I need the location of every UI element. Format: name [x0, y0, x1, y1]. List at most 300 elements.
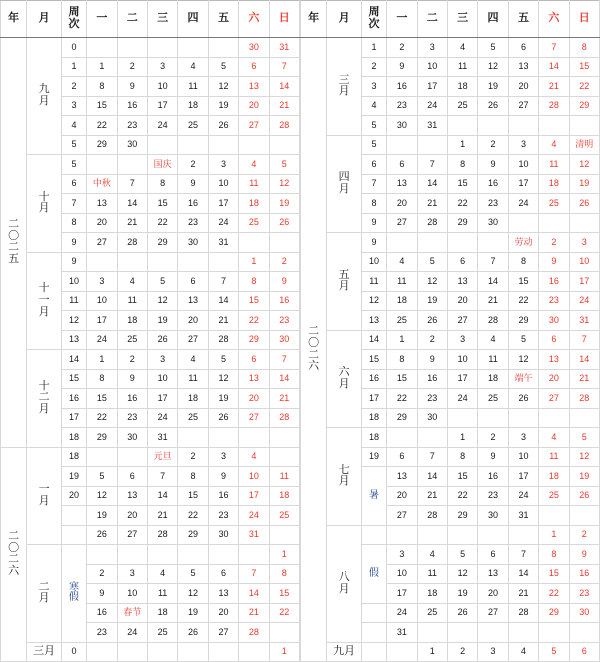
- day-cell: 27: [178, 330, 208, 350]
- week-number-cell: 4: [61, 116, 86, 136]
- day-cell-empty: [178, 38, 208, 58]
- day-cell-empty: [569, 408, 599, 428]
- week-number-cell: 9: [61, 233, 86, 253]
- day-cell: 20: [447, 291, 477, 311]
- day-cell: 23: [269, 311, 299, 331]
- day-cell: 22: [447, 194, 477, 214]
- day-cell-empty: [387, 428, 417, 448]
- day-cell-empty: [117, 447, 147, 467]
- day-cell-empty: [87, 155, 117, 175]
- day-cell: 11: [478, 350, 508, 370]
- day-cell: 6: [117, 467, 147, 487]
- day-cell: 1: [239, 252, 269, 272]
- column-header-weekday-1: 一: [87, 1, 117, 38]
- day-cell: 13: [239, 369, 269, 389]
- day-cell: 28: [539, 96, 569, 116]
- day-cell: 8: [239, 272, 269, 292]
- calendar-right-half: [300, 0, 600, 657]
- label-char: 二: [38, 391, 50, 404]
- week-number-cell: 8: [361, 194, 386, 214]
- day-cell: 12: [417, 272, 447, 292]
- day-cell: 1: [87, 57, 117, 77]
- day-cell: 26: [569, 486, 599, 506]
- day-cell: 31: [269, 38, 299, 58]
- day-cell: 26: [478, 96, 508, 116]
- day-cell: 16: [417, 369, 447, 389]
- day-cell: 4: [447, 38, 477, 58]
- label-char: 二: [308, 325, 320, 338]
- day-cell: 6: [239, 350, 269, 370]
- day-cell: 30: [387, 116, 417, 136]
- day-cell: 18: [539, 467, 569, 487]
- day-cell: 9: [269, 272, 299, 292]
- summer-vacation-label-2: [361, 545, 386, 604]
- day-cell: 22: [269, 603, 299, 623]
- month-label-november: [27, 252, 61, 350]
- day-cell: 19: [208, 96, 238, 116]
- year-label-2026: [1, 447, 27, 662]
- day-cell: 14: [208, 291, 238, 311]
- day-cell: 22: [387, 389, 417, 409]
- calendar-week-row: [301, 428, 600, 448]
- label-char: 〇: [8, 541, 20, 554]
- day-cell: 23: [208, 506, 238, 526]
- day-cell-empty: [539, 116, 569, 136]
- day-cell-empty: [447, 116, 477, 136]
- day-cell: 6: [387, 447, 417, 467]
- week-number-cell: 3: [61, 96, 86, 116]
- day-cell: 1: [269, 545, 299, 565]
- day-cell: 5: [208, 57, 238, 77]
- day-cell: 28: [508, 603, 538, 623]
- day-cell: 19: [417, 291, 447, 311]
- day-cell: 31: [569, 311, 599, 331]
- week-number-cell: 18: [61, 428, 86, 448]
- day-cell: 18: [147, 603, 177, 623]
- day-cell: 2: [478, 428, 508, 448]
- day-cell: 27: [239, 408, 269, 428]
- day-cell: 16: [87, 603, 117, 623]
- day-cell: 27: [387, 506, 417, 526]
- day-cell: 4: [478, 330, 508, 350]
- day-cell: 8: [387, 350, 417, 370]
- day-cell: 21: [269, 96, 299, 116]
- day-cell: 12: [208, 77, 238, 97]
- day-cell: 27: [208, 623, 238, 643]
- day-cell: 17: [508, 467, 538, 487]
- calendar-header-row: [301, 1, 600, 38]
- column-header-year: 年: [1, 1, 27, 38]
- day-cell: 11: [117, 291, 147, 311]
- label-char: 月: [338, 582, 350, 595]
- day-cell: 29: [87, 428, 117, 448]
- day-cell-empty: [147, 252, 177, 272]
- day-cell: 8: [539, 545, 569, 565]
- day-cell: 10: [417, 57, 447, 77]
- calendar-left-half: [0, 0, 300, 657]
- day-cell-empty: [569, 623, 599, 643]
- day-cell-empty: [147, 545, 177, 565]
- day-cell: 4: [117, 272, 147, 292]
- week-number-cell: 13: [361, 311, 386, 331]
- column-header-weekday-6: 六: [239, 1, 269, 38]
- day-cell-empty: [87, 252, 117, 272]
- day-cell: 12: [447, 564, 477, 584]
- day-cell: 26: [417, 311, 447, 331]
- day-cell: 22: [87, 116, 117, 136]
- day-cell: 30: [569, 603, 599, 623]
- day-cell-empty: [239, 428, 269, 448]
- day-cell-empty: [178, 642, 208, 662]
- day-cell: 13: [117, 486, 147, 506]
- day-cell: 25: [539, 194, 569, 214]
- day-cell-empty: [117, 155, 147, 175]
- day-cell: 22: [147, 213, 177, 233]
- holiday-cell: 端午: [508, 369, 538, 389]
- day-cell: 31: [508, 506, 538, 526]
- label-char: 假: [68, 592, 79, 604]
- day-cell: 18: [387, 291, 417, 311]
- label-char: 二: [8, 218, 20, 231]
- day-cell: 20: [117, 506, 147, 526]
- day-cell: 17: [87, 311, 117, 331]
- day-cell: 6: [447, 252, 477, 272]
- month-label-march: 三月: [27, 642, 61, 662]
- month-label-august: [327, 525, 361, 642]
- summer-vacation-label-1: [361, 467, 386, 526]
- day-cell-empty: [178, 428, 208, 448]
- label-char: 二: [38, 580, 50, 593]
- week-number-cell: 3: [361, 77, 386, 97]
- day-cell: 14: [117, 194, 147, 214]
- day-cell: 2: [269, 252, 299, 272]
- day-cell: 24: [87, 330, 117, 350]
- day-cell: 17: [208, 194, 238, 214]
- day-cell: 17: [387, 584, 417, 604]
- week-number-cell: 1: [61, 57, 86, 77]
- day-cell: 17: [447, 369, 477, 389]
- week-number-cell: 14: [61, 350, 86, 370]
- day-cell: 21: [269, 389, 299, 409]
- day-cell: 21: [417, 486, 447, 506]
- day-cell: 19: [178, 603, 208, 623]
- calendar-week-row: [1, 252, 300, 272]
- day-cell: 5: [417, 252, 447, 272]
- day-cell: 25: [539, 486, 569, 506]
- week-number-cell: 11: [61, 291, 86, 311]
- week-number-cell: 0: [61, 38, 86, 58]
- day-cell: 7: [239, 564, 269, 584]
- day-cell: 9: [117, 369, 147, 389]
- day-cell: 12: [508, 350, 538, 370]
- week-number-cell: 5: [361, 135, 386, 155]
- week-number-cell: 9: [61, 252, 86, 272]
- day-cell: 13: [539, 350, 569, 370]
- day-cell: 25: [417, 603, 447, 623]
- label-char: 寒: [68, 581, 79, 593]
- day-cell-empty: [539, 506, 569, 526]
- day-cell: 19: [447, 584, 477, 604]
- label-char: 六: [338, 366, 350, 379]
- column-header-week-number: 周 次: [361, 1, 386, 38]
- week-number-cell: 16: [61, 389, 86, 409]
- day-cell: 12: [87, 486, 117, 506]
- day-cell: 4: [239, 447, 269, 467]
- day-cell: 1: [387, 330, 417, 350]
- day-cell: 26: [447, 603, 477, 623]
- day-cell: 6: [178, 272, 208, 292]
- day-cell: 26: [569, 194, 599, 214]
- day-cell: 28: [417, 506, 447, 526]
- day-cell: 16: [569, 564, 599, 584]
- month-label-june: [327, 330, 361, 428]
- day-cell: 1: [447, 135, 477, 155]
- month-label-december: [27, 350, 61, 448]
- column-header-week-number: 周 次: [61, 1, 86, 38]
- day-cell-empty: [147, 38, 177, 58]
- day-cell: 13: [178, 291, 208, 311]
- day-cell: 16: [178, 194, 208, 214]
- label-char: 二: [8, 530, 20, 543]
- day-cell-empty: [208, 38, 238, 58]
- day-cell: 14: [508, 564, 538, 584]
- day-cell: 28: [417, 213, 447, 233]
- label-char: 六: [308, 360, 320, 373]
- day-cell: 29: [447, 506, 477, 526]
- label-char: 八: [338, 570, 350, 583]
- day-cell: 4: [387, 252, 417, 272]
- day-cell: 2: [387, 38, 417, 58]
- day-cell: 11: [447, 57, 477, 77]
- label-char: 一: [38, 293, 50, 306]
- week-number-cell: 2: [61, 77, 86, 97]
- column-header-weekday-2: 二: [117, 1, 147, 38]
- label-char: 十: [38, 282, 50, 295]
- calendar-week-row: [301, 233, 600, 253]
- day-cell-empty: [147, 642, 177, 662]
- week-number-cell: 18: [61, 447, 86, 467]
- label-char: 暑: [368, 489, 379, 501]
- day-cell: 9: [478, 447, 508, 467]
- calendar-week-row: [301, 525, 600, 545]
- day-cell-empty: [147, 135, 177, 155]
- day-cell: 21: [239, 603, 269, 623]
- day-cell-empty: [208, 135, 238, 155]
- day-cell-empty: [239, 233, 269, 253]
- week-number-cell: 5: [61, 135, 86, 155]
- day-cell-empty: [508, 213, 538, 233]
- week-number-cell: [361, 642, 386, 662]
- day-cell-empty: [478, 116, 508, 136]
- label-char: 〇: [8, 229, 20, 242]
- day-cell: 22: [447, 486, 477, 506]
- label-char: 四: [338, 171, 350, 184]
- day-cell-empty: [447, 525, 477, 545]
- label-char: 月: [338, 475, 350, 488]
- week-number-cell: 9: [361, 233, 386, 253]
- column-header-weekday-4: 四: [478, 1, 508, 38]
- day-cell: 4: [239, 155, 269, 175]
- day-cell: 9: [87, 584, 117, 604]
- day-cell: 16: [269, 291, 299, 311]
- day-cell-empty: [117, 252, 147, 272]
- day-cell: 31: [147, 428, 177, 448]
- day-cell: 19: [208, 389, 238, 409]
- label-char: 五: [8, 252, 20, 265]
- day-cell: 5: [178, 564, 208, 584]
- day-cell: 23: [178, 213, 208, 233]
- day-cell: 1: [87, 350, 117, 370]
- day-cell: 10: [147, 369, 177, 389]
- day-cell: 24: [239, 506, 269, 526]
- day-cell: 5: [87, 467, 117, 487]
- label-char: 二: [308, 348, 320, 361]
- day-cell: 28: [569, 389, 599, 409]
- day-cell: 28: [147, 525, 177, 545]
- label-char: 月: [38, 95, 50, 107]
- week-number-cell: 5: [61, 155, 86, 175]
- day-cell: 16: [387, 77, 417, 97]
- week-number-cell: 10: [61, 272, 86, 292]
- label-char: 月: [338, 280, 350, 293]
- label-char: 月: [38, 592, 50, 605]
- day-cell: 20: [87, 213, 117, 233]
- day-cell: 6: [539, 330, 569, 350]
- day-cell: 3: [387, 545, 417, 565]
- week-number-cell: 15: [61, 369, 86, 389]
- day-cell: 31: [239, 525, 269, 545]
- day-cell: 26: [178, 623, 208, 643]
- label-char: 十: [38, 190, 50, 203]
- day-cell: 24: [508, 194, 538, 214]
- day-cell: 21: [208, 311, 238, 331]
- day-cell: 22: [569, 77, 599, 97]
- day-cell: 20: [508, 77, 538, 97]
- holiday-cell: 清明: [569, 135, 599, 155]
- day-cell: 12: [569, 155, 599, 175]
- day-cell: 20: [539, 369, 569, 389]
- calendar-week-row: [1, 350, 300, 370]
- day-cell: 1: [539, 525, 569, 545]
- day-cell: 16: [539, 272, 569, 292]
- day-cell: 15: [87, 96, 117, 116]
- day-cell: 4: [178, 57, 208, 77]
- day-cell: 28: [269, 116, 299, 136]
- day-cell: 2: [178, 447, 208, 467]
- day-cell: 3: [447, 330, 477, 350]
- day-cell: 8: [569, 38, 599, 58]
- calendar-table-right: [300, 0, 600, 662]
- day-cell-empty: [508, 623, 538, 643]
- day-cell: 13: [478, 564, 508, 584]
- day-cell: 30: [269, 330, 299, 350]
- day-cell: 6: [478, 545, 508, 565]
- column-header-weekday-5: 五: [208, 1, 238, 38]
- day-cell: 31: [417, 116, 447, 136]
- label-char: 月: [38, 305, 50, 318]
- year-label-2025: [1, 38, 27, 448]
- column-header-weekday-1: 一: [387, 1, 417, 38]
- calendar-week-row: [1, 545, 300, 565]
- day-cell: 14: [147, 486, 177, 506]
- day-cell: 10: [117, 584, 147, 604]
- day-cell: 17: [508, 174, 538, 194]
- day-cell: 19: [147, 311, 177, 331]
- holiday-cell: 劳动: [508, 233, 538, 253]
- day-cell: 5: [508, 330, 538, 350]
- day-cell: 2: [87, 564, 117, 584]
- week-number-cell: 16: [361, 369, 386, 389]
- day-cell-empty: [117, 545, 147, 565]
- day-cell: 30: [117, 135, 147, 155]
- day-cell: 3: [478, 642, 508, 662]
- day-cell: 2: [117, 57, 147, 77]
- day-cell: 5: [208, 350, 238, 370]
- day-cell: 11: [387, 272, 417, 292]
- day-cell: 30: [417, 408, 447, 428]
- label-char: 〇: [308, 336, 320, 349]
- column-header-month: 月: [27, 1, 61, 38]
- day-cell: 27: [87, 233, 117, 253]
- day-cell: 8: [87, 77, 117, 97]
- day-cell: 16: [208, 486, 238, 506]
- day-cell: 7: [269, 57, 299, 77]
- column-header-year: 年: [301, 1, 327, 38]
- day-cell: 18: [539, 174, 569, 194]
- day-cell: 1: [447, 428, 477, 448]
- day-cell: 29: [508, 311, 538, 331]
- day-cell: 11: [417, 564, 447, 584]
- day-cell: 4: [417, 545, 447, 565]
- day-cell: 7: [478, 252, 508, 272]
- holiday-cell: 国庆: [147, 155, 177, 175]
- day-cell: 29: [447, 213, 477, 233]
- day-cell: 3: [508, 135, 538, 155]
- day-cell: 9: [178, 174, 208, 194]
- day-cell: 3: [117, 564, 147, 584]
- day-cell-empty: [508, 408, 538, 428]
- day-cell-empty: [387, 525, 417, 545]
- day-cell: 6: [387, 155, 417, 175]
- calendar-week-row: [1, 155, 300, 175]
- day-cell: 7: [417, 447, 447, 467]
- day-cell: 14: [269, 369, 299, 389]
- day-cell-empty: [269, 233, 299, 253]
- day-cell: 15: [447, 467, 477, 487]
- day-cell: 10: [147, 77, 177, 97]
- day-cell: 23: [87, 623, 117, 643]
- day-cell: 27: [447, 311, 477, 331]
- day-cell: 5: [569, 428, 599, 448]
- day-cell: 17: [417, 77, 447, 97]
- day-cell: 30: [208, 525, 238, 545]
- day-cell: 21: [147, 506, 177, 526]
- day-cell: 28: [239, 623, 269, 643]
- day-cell: 3: [87, 272, 117, 292]
- day-cell: 25: [239, 213, 269, 233]
- day-cell-empty: [387, 642, 417, 662]
- day-cell: 4: [178, 350, 208, 370]
- day-cell: 9: [569, 545, 599, 565]
- day-cell-empty: [508, 525, 538, 545]
- day-cell-empty: [539, 623, 569, 643]
- day-cell: 29: [239, 330, 269, 350]
- day-cell: 8: [447, 155, 477, 175]
- label-char: 月: [38, 202, 50, 215]
- day-cell: 12: [178, 584, 208, 604]
- day-cell: 7: [508, 545, 538, 565]
- day-cell-empty: [417, 233, 447, 253]
